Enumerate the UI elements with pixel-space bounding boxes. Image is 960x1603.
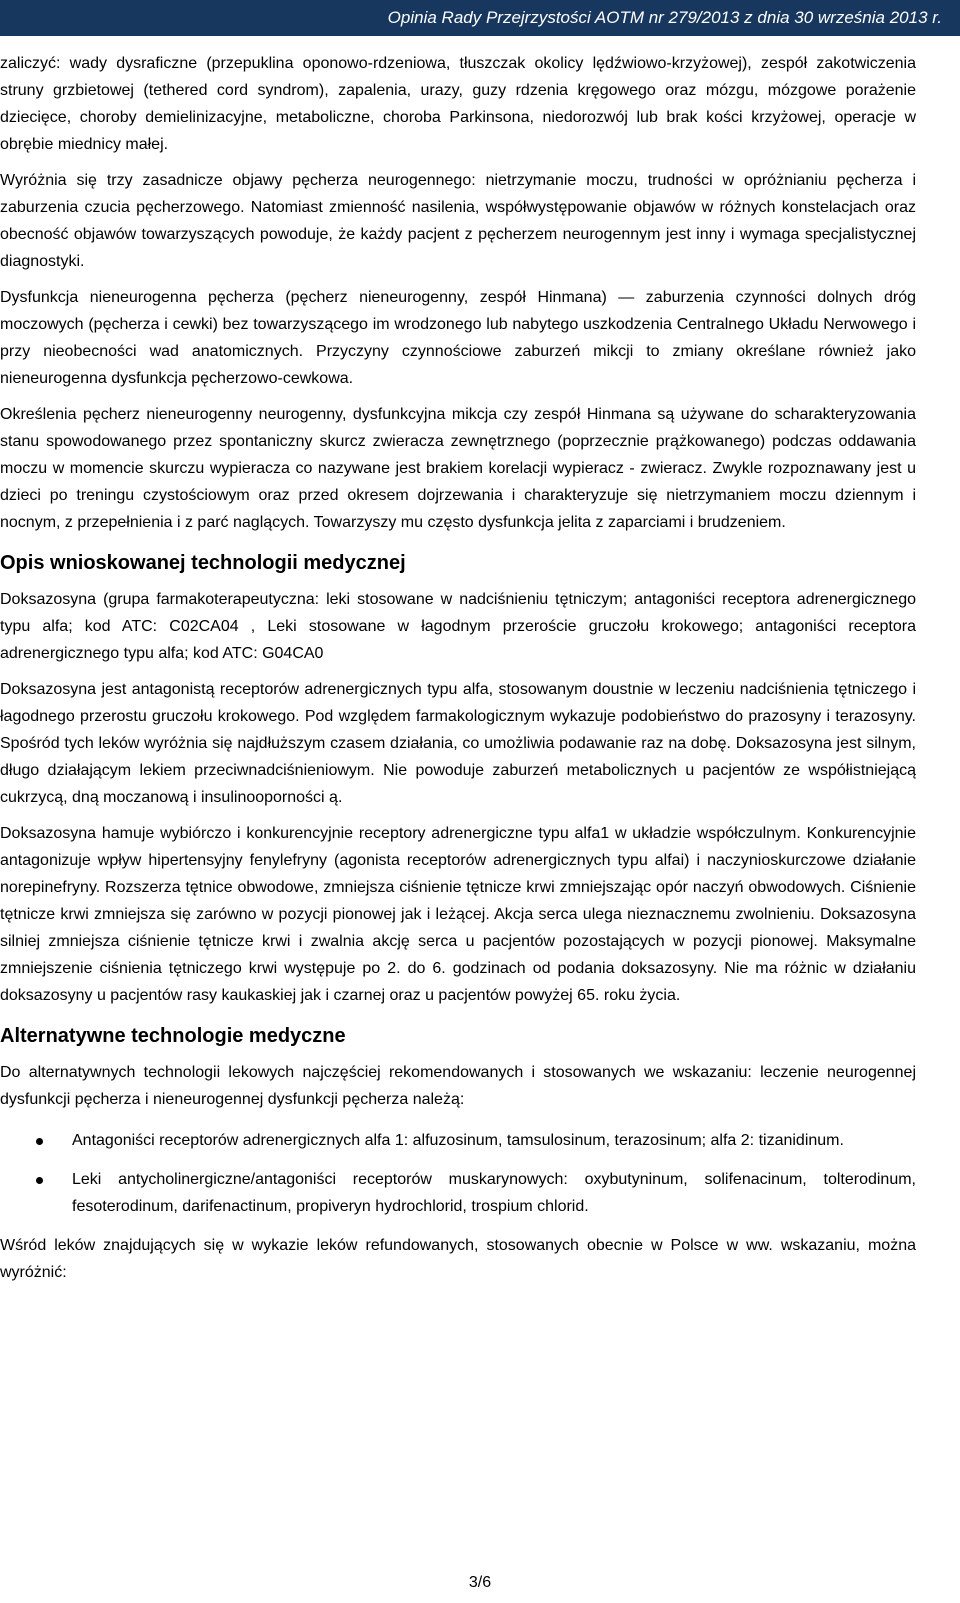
- bullet-list: [0, 1127, 916, 1220]
- paragraph: Wśród leków znajdujących się w wykazie leków refundowanych, stosowanych obecnie w Polsce w ww. wskazaniu, można wyróżnić:: [0, 1237, 916, 1281]
- section-heading: Opis wnioskowanej technologii medycznej: [0, 552, 406, 574]
- bullet-icon: [36, 1138, 43, 1145]
- document-body: [0, 50, 916, 1295]
- bullet-icon: [36, 1177, 43, 1184]
- list-item-text: Antagoniści receptorów adrenergicznych alfa 1: alfuzosinum, tamsulosinum, terazosinum; alfa 2: tizanidinum.: [72, 1132, 844, 1149]
- header-band: [0, 0, 960, 36]
- paragraph: Doksazosyna (grupa farmakoterapeutyczna: leki stosowane w nadciśnieniu tętniczym; antagoniści receptora adrenergicznego typu alfa; kod ATC: C02CA04 , Leki stosowane w łagodnym przeroście gruczołu krokowego; antagoniści receptora adrenergicznego typu alfa; kod ATC: G04CA0: [0, 591, 916, 662]
- paragraph: Określenia pęcherz nieneurogenny neurogenny, dysfunkcyjna mikcja czy zespół Hinmana są używane do scharakteryzowania stanu spowodowanego przez spontaniczny skurcz zwieracza zewnętrznego (poprzecznie prążkowanego) podczas oddawania moczu w momencie skurczu wypieracza co nazywane jest brakiem korelacji wypieracz - zwieracz. Zwykle rozpoznawany jest u dzieci po treningu czystościowym oraz przed okresem dojrzewania i charakteryzuje się nietrzymaniem moczu dziennym i nocnym, z przepełnienia i z parć naglących. Towarzyszy mu często dysfunkcja jelita z zaparciami i brudzeniem.: [0, 406, 916, 531]
- paragraph: Wyróżnia się trzy zasadnicze objawy pęcherza neurogennego: nietrzymanie moczu, trudności w opróżnianiu pęcherza i zaburzenia czucia pęcherzowego. Natomiast zmienność nasilenia, współwystępowanie objawów w różnych konstelacjach oraz obecność objawów towarzyszących powoduje, że każdy pacjent z pęcherzem neurogennym jest inny i wymaga specjalistycznej diagnostyki.: [0, 172, 916, 270]
- paragraph: Doksazosyna hamuje wybiórczo i konkurencyjnie receptory adrenergiczne typu alfa1 w układzie współczulnym. Konkurencyjnie antagonizuje wpływ hipertensyjny fenylefryny (agonista receptorów adrenergicznych typu alfai) i naczynioskurczowe działanie norepinefryny. Rozszerza tętnice obwodowe, zmniejsza ciśnienie tętnicze krwi zmniejszając opór naczyń obwodowych. Ciśnienie tętnicze krwi zmniejsza się zarówno w pozycji pionowej jak i leżącej. Akcja serca ulega nieznacznemu zwolnieniu. Doksazosyna silniej zmniejsza ciśnienie tętnicze krwi i zwalnia akcję serca u pacjentów pozostających w pozycji pionowej. Maksymalne zmniejszenie ciśnienia tętniczego krwi występuje po 2. do 6. godzinach od podania doksazosyny. Nie ma różnic w działaniu doksazosyny u pacjentów rasy kaukaskiej jak i czarnej oraz u pacjentów powyżej 65. roku życia.: [0, 825, 916, 1004]
- document-header-title: Opinia Rady Przejrzystości AOTM nr 279/2013 z dnia 30 września 2013 r.: [387, 8, 942, 27]
- list-item: [0, 1127, 916, 1154]
- page-number: 3/6: [468, 1574, 492, 1591]
- section-heading: Alternatywne technologie medyczne: [0, 1025, 346, 1047]
- list-item: [0, 1166, 916, 1220]
- paragraph: Dysfunkcja nieneurogenna pęcherza (pęcherz nieneurogenny, zespół Hinmana) ― zaburzenia czynności dolnych dróg moczowych (pęcherza i cewki) bez towarzyszącego im wrodzonego lub nabytego uszkodzenia Centralnego Układu Nerwowego i przy nieobecności wad anatomicznych. Przyczyny czynnościowe zaburzeń mikcji to zmiany określane również jako nieneurogenna dysfunkcja pęcherzowo-cewkowa.: [0, 289, 916, 387]
- paragraph: Doksazosyna jest antagonistą receptorów adrenergicznych typu alfa, stosowanym doustnie w leczeniu nadciśnienia tętniczego i łagodnego przerostu gruczołu krokowego. Pod względem farmakologicznym wykazuje podobieństwo do prazosyny i terazosyny. Spośród tych leków wyróżnia się najdłuższym czasem działania, co umożliwia podawanie raz na dobę. Doksazosyna jest silnym, długo działającym lekiem przeciwnadciśnieniowym. Nie powoduje zaburzeń metabolicznych u pacjentów ze współistniejącą cukrzycą, dną moczanową i insulinooporności ą.: [0, 681, 916, 806]
- list-item-text: Leki antycholinergiczne/antagoniści receptorów muskarynowych: oxybutyninum, solifenacinum, tolterodinum, fesoterodinum, darifenactinum, propiveryn hydrochlorid, trospium chlorid.: [72, 1171, 916, 1215]
- paragraph: zaliczyć: wady dysraficzne (przepuklina oponowo-rdzeniowa, tłuszczak okolicy lędźwiowo-krzyżowej), zespół zakotwiczenia struny grzbietowej (tethered cord syndrom), zapalenia, urazy, guzy rdzenia kręgowego oraz mózgu, mózgowe porażenie dziecięce, choroby demielinizacyjne, metaboliczne, choroba Parkinsona, niedorozwój lub brak kości krzyżowej, operacje w obrębie miednicy małej.: [0, 55, 916, 153]
- paragraph: Do alternatywnych technologii lekowych najczęściej rekomendowanych i stosowanych we wskazaniu: leczenie neurogennej dysfunkcji pęcherza i nieneurogennej dysfunkcji pęcherza należą:: [0, 1064, 916, 1108]
